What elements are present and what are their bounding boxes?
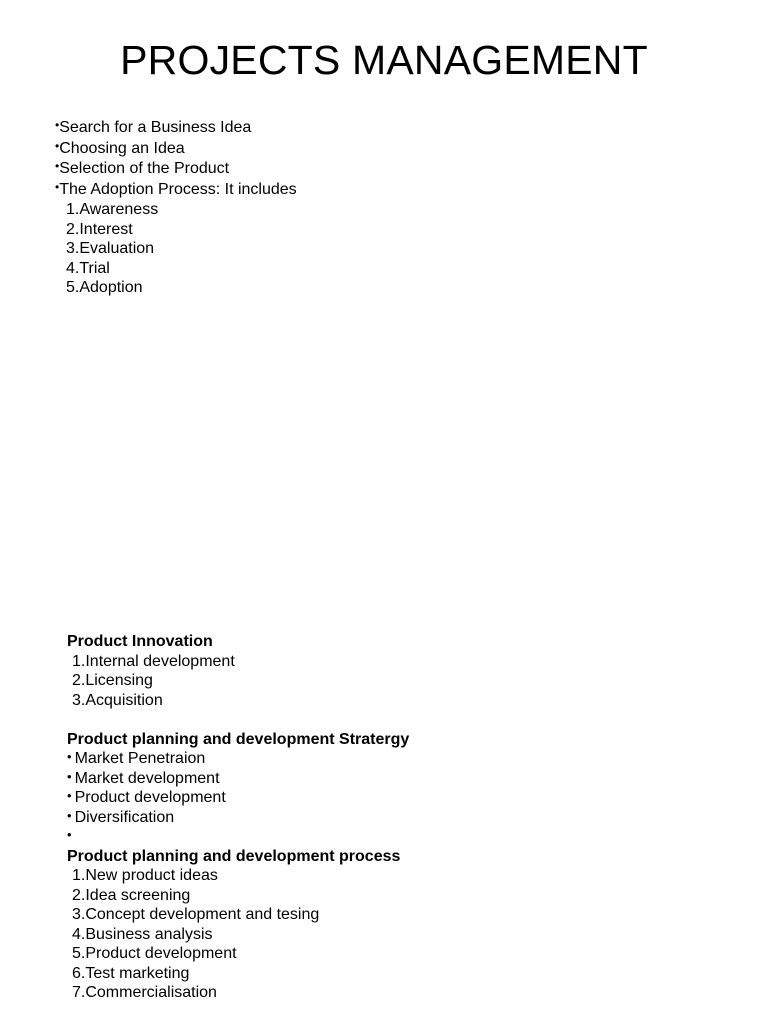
- list-item: •The Adoption Process: It includes: [55, 179, 297, 198]
- adoption-step: 4.Trial: [66, 259, 110, 277]
- bullet-icon: •: [55, 118, 60, 132]
- strategy-heading: Product planning and development Stratergy: [67, 730, 410, 748]
- process-item: 6.Test marketing: [72, 964, 190, 982]
- strategy-item: • Market Penetraion: [67, 749, 206, 767]
- bullet-icon: •: [55, 179, 60, 194]
- adoption-step: 2.Interest: [66, 220, 133, 238]
- process-item: 3.Concept development and tesing: [72, 906, 320, 923]
- adoption-step: 5.Adoption: [66, 279, 143, 296]
- list-item: •Selection of the Product: [55, 159, 230, 177]
- adoption-step: 1.Awareness: [66, 201, 159, 218]
- process-item: 1.New product ideas: [72, 867, 218, 884]
- process-item: 7.Commercialisation: [72, 984, 217, 1001]
- process-item: 4.Business analysis: [72, 925, 213, 943]
- strategy-item: • Product development: [67, 788, 226, 806]
- bullet-icon: •: [55, 138, 60, 153]
- process-heading: Product planning and development process: [67, 847, 401, 865]
- adoption-step: 3.Evaluation: [66, 240, 155, 257]
- innovation-item: 1.Internal development: [72, 652, 235, 670]
- bullet-icon: •: [67, 807, 72, 823]
- list-item: •Search for a Business Idea: [55, 118, 252, 136]
- process-item: 5.Product development: [72, 945, 237, 962]
- innovation-item: 2.Licensing: [72, 672, 153, 689]
- bullet-icon: •: [67, 768, 72, 784]
- spacer: [67, 710, 409, 730]
- bullet-icon: •: [55, 159, 60, 173]
- strategy-item: • Market development: [67, 768, 220, 787]
- innovation-item: 3.Acquisition: [72, 691, 163, 709]
- product-innovation-heading: Product Innovation: [67, 633, 213, 650]
- process-item: 2.Idea screening: [72, 886, 191, 904]
- list-item: •Choosing an Idea: [55, 138, 185, 157]
- bullet-icon: •: [67, 788, 72, 803]
- bullet-icon: •: [67, 749, 72, 764]
- page-title: PROJECTS MANAGEMENT: [120, 37, 648, 83]
- strategy-item: • Diversification: [67, 807, 175, 826]
- lower-section: [67, 632, 409, 1003]
- bullet-icon: •: [67, 827, 72, 842]
- strategy-item-empty: [67, 827, 409, 847]
- top-bullet-list: [55, 118, 297, 298]
